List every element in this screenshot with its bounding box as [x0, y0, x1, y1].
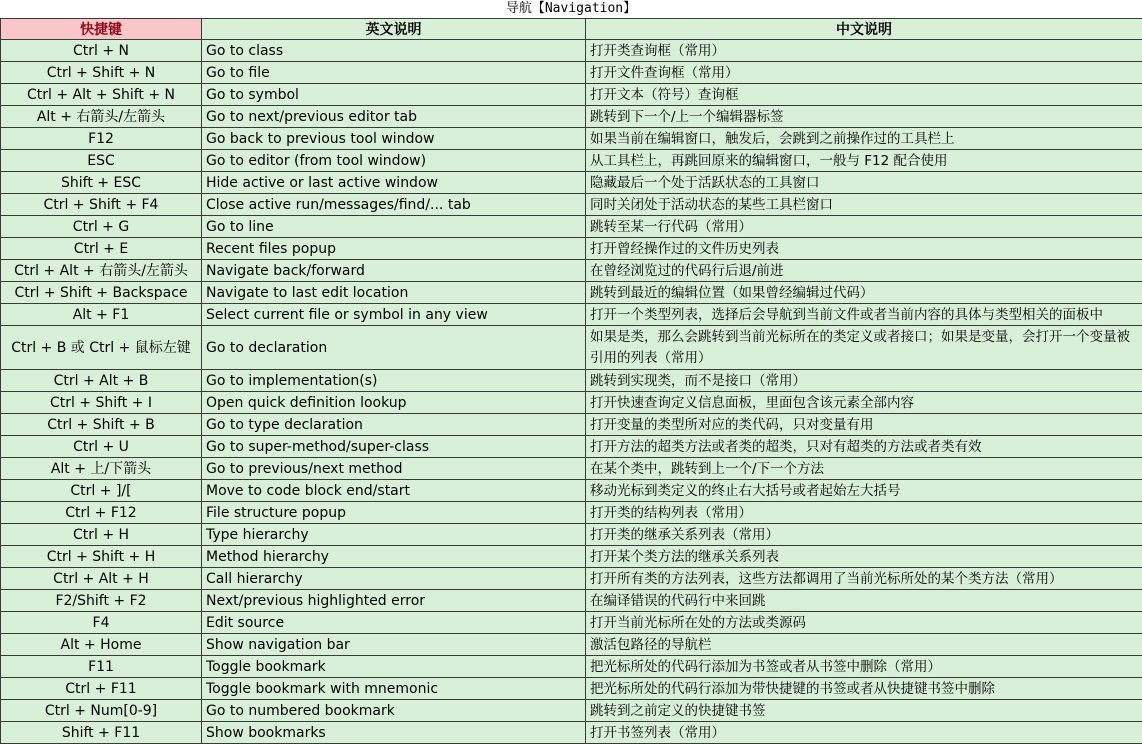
chinese-cell[interactable]: 隐藏最后一个处于活跃状态的工具窗口	[586, 172, 1142, 194]
table-row	[1, 656, 1142, 678]
english-cell[interactable]: Recent files popup	[202, 238, 586, 260]
english-cell[interactable]: Call hierarchy	[202, 568, 586, 590]
chinese-cell[interactable]: 把光标所处的代码行添加为书签或者从书签中删除（常用）	[586, 656, 1142, 678]
chinese-cell[interactable]: 如果是类，那么会跳转到当前光标所在的类定义或者接口；如果是变量，会打开一个变量被引用的列表（常用）	[586, 326, 1142, 370]
table-row	[1, 238, 1142, 260]
chinese-cell[interactable]: 移动光标到类定义的终止右大括号或者起始左大括号	[586, 480, 1142, 502]
shortcut-cell[interactable]: Ctrl + Shift + N	[1, 62, 202, 84]
english-cell[interactable]: Show bookmarks	[202, 722, 586, 744]
chinese-cell[interactable]: 跳转到之前定义的快捷键书签	[586, 700, 1142, 722]
table-row	[1, 502, 1142, 524]
shortcut-cell[interactable]: Ctrl + Alt + 右箭头/左箭头	[1, 260, 202, 282]
shortcut-cell[interactable]: Shift + F11	[1, 722, 202, 744]
shortcut-cell[interactable]: Ctrl + Shift + H	[1, 546, 202, 568]
shortcut-cell[interactable]: Ctrl + Shift + I	[1, 392, 202, 414]
english-cell[interactable]: Go to editor (from tool window)	[202, 150, 586, 172]
sheet-title: 导航【Navigation】	[0, 0, 1142, 18]
shortcut-cell[interactable]: F4	[1, 612, 202, 634]
shortcut-cell[interactable]: Ctrl + ]/[	[1, 480, 202, 502]
table-row	[1, 106, 1142, 128]
chinese-cell[interactable]: 打开文本（符号）查询框	[586, 84, 1142, 106]
shortcut-cell[interactable]: Ctrl + G	[1, 216, 202, 238]
chinese-cell[interactable]: 把光标所处的代码行添加为带快捷键的书签或者从快捷键书签中删除	[586, 678, 1142, 700]
chinese-cell[interactable]: 打开书签列表（常用）	[586, 722, 1142, 744]
english-cell[interactable]: Go to super-method/super-class	[202, 436, 586, 458]
english-cell[interactable]: Show navigation bar	[202, 634, 586, 656]
table-row	[1, 150, 1142, 172]
chinese-cell[interactable]: 在编译错误的代码行中来回跳	[586, 590, 1142, 612]
english-cell[interactable]: Go to class	[202, 40, 586, 62]
table-row	[1, 84, 1142, 106]
english-cell[interactable]: Go back to previous tool window	[202, 128, 586, 150]
table-row	[1, 172, 1142, 194]
chinese-cell[interactable]: 跳转到下一个/上一个编辑器标签	[586, 106, 1142, 128]
chinese-cell[interactable]: 打开一个类型列表，选择后会导航到当前文件或者当前内容的具体与类型相关的面板中	[586, 304, 1142, 326]
table-row	[1, 678, 1142, 700]
table-row	[1, 304, 1142, 326]
english-cell[interactable]: Go to type declaration	[202, 414, 586, 436]
table-row	[1, 40, 1142, 62]
chinese-cell[interactable]: 打开变量的类型所对应的类代码，只对变量有用	[586, 414, 1142, 436]
shortcut-cell[interactable]: Alt + 右箭头/左箭头	[1, 106, 202, 128]
shortcut-cell[interactable]: Ctrl + F12	[1, 502, 202, 524]
table-row	[1, 480, 1142, 502]
chinese-cell[interactable]: 打开方法的超类方法或者类的超类，只对有超类的方法或者类有效	[586, 436, 1142, 458]
english-cell[interactable]: Navigate to last edit location	[202, 282, 586, 304]
table-row	[1, 700, 1142, 722]
chinese-cell[interactable]: 打开类的继承关系列表（常用）	[586, 524, 1142, 546]
english-cell[interactable]: Method hierarchy	[202, 546, 586, 568]
english-cell[interactable]: Type hierarchy	[202, 524, 586, 546]
chinese-cell[interactable]: 打开快速查询定义信息面板，里面包含该元素全部内容	[586, 392, 1142, 414]
table-row	[1, 458, 1142, 480]
english-cell[interactable]: Open quick definition lookup	[202, 392, 586, 414]
header-chinese[interactable]: 中文说明	[586, 19, 1142, 40]
shortcut-cell[interactable]: Ctrl + Alt + Shift + N	[1, 84, 202, 106]
english-cell[interactable]: Go to line	[202, 216, 586, 238]
english-cell[interactable]: Go to implementation(s)	[202, 370, 586, 392]
chinese-cell[interactable]: 打开类查询框（常用）	[586, 40, 1142, 62]
chinese-cell[interactable]: 在某个类中，跳转到上一个/下一个方法	[586, 458, 1142, 480]
shortcut-cell[interactable]: Ctrl + Shift + B	[1, 414, 202, 436]
shortcut-cell[interactable]: F2/Shift + F2	[1, 590, 202, 612]
english-cell[interactable]: Go to declaration	[202, 326, 586, 370]
shortcut-cell[interactable]: ESC	[1, 150, 202, 172]
shortcut-cell[interactable]: Ctrl + B 或 Ctrl + 鼠标左键	[1, 326, 202, 370]
english-cell[interactable]: Go to file	[202, 62, 586, 84]
english-cell[interactable]: Navigate back/forward	[202, 260, 586, 282]
chinese-cell[interactable]: 激活包路径的导航栏	[586, 634, 1142, 656]
header-shortcut[interactable]: 快捷键	[1, 19, 202, 40]
table-body	[1, 40, 1142, 744]
shortcut-cell[interactable]: F12	[1, 128, 202, 150]
table-row	[1, 216, 1142, 238]
english-cell[interactable]: Edit source	[202, 612, 586, 634]
header-row	[1, 19, 1142, 40]
table-row	[1, 436, 1142, 458]
table-row	[1, 568, 1142, 590]
english-cell[interactable]: Select current file or symbol in any view	[202, 304, 586, 326]
shortcut-cell[interactable]: Ctrl + Shift + F4	[1, 194, 202, 216]
shortcut-cell[interactable]: Shift + ESC	[1, 172, 202, 194]
english-cell[interactable]: Toggle bookmark	[202, 656, 586, 678]
table-row	[1, 260, 1142, 282]
table-row	[1, 612, 1142, 634]
english-cell[interactable]: Hide active or last active window	[202, 172, 586, 194]
chinese-cell[interactable]: 跳转到最近的编辑位置（如果曾经编辑过代码）	[586, 282, 1142, 304]
chinese-cell[interactable]: 打开某个类方法的继承关系列表	[586, 546, 1142, 568]
chinese-cell[interactable]: 跳转到实现类，而不是接口（常用）	[586, 370, 1142, 392]
table-row	[1, 524, 1142, 546]
chinese-cell[interactable]: 从工具栏上，再跳回原来的编辑窗口，一般与 F12 配合使用	[586, 150, 1142, 172]
chinese-cell[interactable]: 打开文件查询框（常用）	[586, 62, 1142, 84]
shortcut-cell[interactable]: Alt + Home	[1, 634, 202, 656]
shortcut-cell[interactable]: Alt + 上/下箭头	[1, 458, 202, 480]
shortcut-cell[interactable]: Ctrl + E	[1, 238, 202, 260]
chinese-cell[interactable]: 在曾经浏览过的代码行后退/前进	[586, 260, 1142, 282]
shortcut-cell[interactable]: Alt + F1	[1, 304, 202, 326]
chinese-cell[interactable]: 打开曾经操作过的文件历史列表	[586, 238, 1142, 260]
english-cell[interactable]: Go to next/previous editor tab	[202, 106, 586, 128]
table-row	[1, 194, 1142, 216]
chinese-cell[interactable]: 跳转至某一行代码（常用）	[586, 216, 1142, 238]
table-row	[1, 414, 1142, 436]
shortcut-table	[0, 18, 1142, 744]
chinese-cell[interactable]: 同时关闭处于活动状态的某些工具栏窗口	[586, 194, 1142, 216]
english-cell[interactable]: Close active run/messages/find/... tab	[202, 194, 586, 216]
shortcut-cell[interactable]: Ctrl + Num[0-9]	[1, 700, 202, 722]
english-cell[interactable]: Toggle bookmark with mnemonic	[202, 678, 586, 700]
english-cell[interactable]: Move to code block end/start	[202, 480, 586, 502]
table-row	[1, 634, 1142, 656]
chinese-cell[interactable]: 打开当前光标所在处的方法或类源码	[586, 612, 1142, 634]
shortcut-cell[interactable]: Ctrl + N	[1, 40, 202, 62]
shortcut-cell[interactable]: Ctrl + Alt + H	[1, 568, 202, 590]
table-row	[1, 590, 1142, 612]
table-row	[1, 546, 1142, 568]
shortcut-cell[interactable]: F11	[1, 656, 202, 678]
table-row	[1, 62, 1142, 84]
table-row	[1, 128, 1142, 150]
table-row	[1, 282, 1142, 304]
shortcut-cell[interactable]: Ctrl + Shift + Backspace	[1, 282, 202, 304]
english-cell[interactable]: Go to symbol	[202, 84, 586, 106]
english-cell[interactable]: File structure popup	[202, 502, 586, 524]
table-row	[1, 392, 1142, 414]
chinese-cell[interactable]: 打开所有类的方法列表，这些方法都调用了当前光标所处的某个类方法（常用）	[586, 568, 1142, 590]
chinese-cell[interactable]: 如果当前在编辑窗口，触发后，会跳到之前操作过的工具栏上	[586, 128, 1142, 150]
header-english[interactable]: 英文说明	[202, 19, 586, 40]
table-row	[1, 370, 1142, 392]
english-cell[interactable]: Go to previous/next method	[202, 458, 586, 480]
table-row	[1, 326, 1142, 370]
english-cell[interactable]: Go to numbered bookmark	[202, 700, 586, 722]
shortcut-cell[interactable]: Ctrl + H	[1, 524, 202, 546]
shortcut-cell[interactable]: Ctrl + F11	[1, 678, 202, 700]
table-row	[1, 722, 1142, 744]
shortcut-cell[interactable]: Ctrl + U	[1, 436, 202, 458]
chinese-cell[interactable]: 打开类的结构列表（常用）	[586, 502, 1142, 524]
shortcut-cell[interactable]: Ctrl + Alt + B	[1, 370, 202, 392]
english-cell[interactable]: Next/previous highlighted error	[202, 590, 586, 612]
